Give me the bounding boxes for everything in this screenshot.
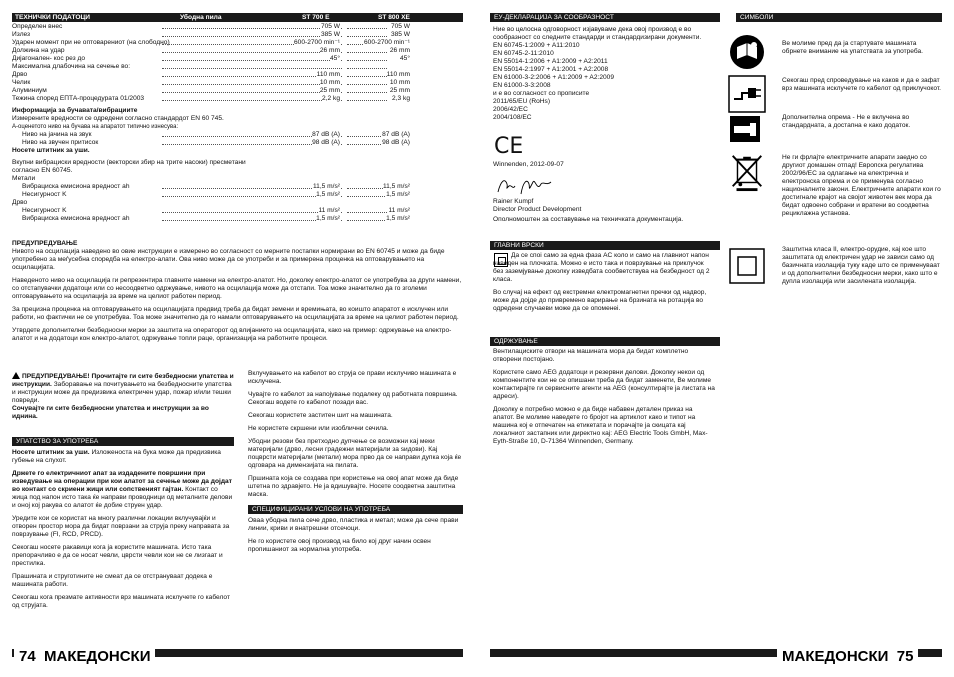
leader-dots xyxy=(347,100,387,101)
maintenance-paragraph-2: Користете само AEG додатоци и резервни делови. Доколку некои од компонентите кои не се опишани треба да бидат заменети, Ве молиме контактирајте ги сервисните агенти на AEG (консултирајте ја листата на адреси). xyxy=(493,369,715,400)
spec-row-value-1: 87 dB (A) xyxy=(312,131,340,138)
warning-paragraph-1: Нивото на осцилација наведено во овие инструкции е измерено во согласност со мерните постапки нормирани во EN 60745 и може да биде употребено за меѓусебна споредба на електро-алати. Ова ниво може да се употреби и за примерена проценка на оптоварувањето на осцилацијата. xyxy=(12,248,445,271)
signatory-name: Rainer Kumpf xyxy=(493,198,534,205)
spec-row-value-2: 26 mm xyxy=(389,47,410,54)
standards-list xyxy=(493,42,715,122)
read-manual-icon xyxy=(728,32,766,72)
col2-paragraph-5: Убодни резови без претходно дупчење се возможни кај меки материјали (дрво, лесни градежни материјали за ѕидови). Кај поцврсти материјали (метали) мора прво да се направи дупка која ќе одговара на димензијата на пилата. xyxy=(248,438,462,469)
usage-paragraph-4: Секогаш носете ракавици кога ја користите машината. Исто така препорачливо е да се носат чевли, цврсти чевли кои не се лизгаат и престилка. xyxy=(12,544,223,567)
spec-row-value-1: 385 W xyxy=(320,31,340,38)
technical-data-table xyxy=(12,13,463,223)
declaration-section xyxy=(493,26,715,122)
spec-row xyxy=(12,183,463,191)
spec-row xyxy=(12,79,463,87)
ce-mark-text: CE xyxy=(494,134,524,159)
ear-protection-note: Носете штитник за уши. xyxy=(12,147,90,154)
spec-row-value-2: 25 mm xyxy=(389,87,410,94)
spec-row-label: Несигурност K xyxy=(22,191,67,198)
warning-title: ПРЕДУПРЕДУВАЊЕ xyxy=(12,240,78,247)
spec-row-value-1: 2,2 kg xyxy=(322,95,340,102)
spec-row-value-1: 1,5 m/s² xyxy=(316,215,340,222)
standard-item: 2004/108/EC xyxy=(493,114,532,121)
spec-row-value-2: 10 mm xyxy=(389,79,410,86)
spec-row-value-2: 600-2700 min⁻¹ xyxy=(364,39,410,46)
noise-rows xyxy=(12,131,463,147)
spec-row-value-1: 1,5 m/s² xyxy=(316,191,340,198)
standard-item: EN 61000-3-2:2006 + A1:2009 + A2:2009 xyxy=(493,74,614,81)
declaration-place-date: Winnenden, 2012-09-07 xyxy=(493,161,564,168)
leader-dots xyxy=(162,52,342,53)
technical-data-header xyxy=(12,13,463,22)
warning-section xyxy=(12,240,463,348)
spec-row-label: Алуминиум xyxy=(12,87,47,94)
spec-row-label: Челик xyxy=(12,79,31,86)
spec-row-label: Ударен момент при не оптоварениот (на слободно) xyxy=(12,39,170,46)
symbol-text-unplug: Секогаш пред спроведување на каков и да е зафат врз машината исклучете го кабелот од приклучокот. xyxy=(782,77,941,92)
spec-row-value-2: 11 m/s² xyxy=(388,207,410,214)
symbol-text-manual: Ве молиме пред да ја стартувате машината обрнете внимание на упатствата за употреба. xyxy=(782,40,924,55)
leader-dots xyxy=(162,60,342,61)
maintenance-header: ОДРЖУВАЊЕ xyxy=(490,337,720,346)
caution-keep: Сочувајте ги сите безбедносни упатства и инструкции за во иднина. xyxy=(12,405,209,420)
spec-row xyxy=(12,47,463,55)
symbol-text-class-ii: Заштитна класа II, електро-орудие, кај кое што заштитата од електричен удар не зависи само од базичната изолација туку каде што се применуваат и од дополнителни безбедносни мерки, како што е дупла изолација или засилената изолација. xyxy=(782,246,940,285)
spec-row-label: Вибрациска емисиона вредност ah xyxy=(22,215,130,222)
leader-dots xyxy=(347,28,387,29)
usage-grip-bold: Држете го електричниот апат за издадените површини при изведување на операции при кои алатот за сечење може да дојдат во контакт со скриени жици или сопственият гајтан. xyxy=(12,470,232,493)
usage-ear-text: Изложеноста на бука може да предизвика губење на слухот. xyxy=(12,449,221,464)
leader-dots xyxy=(347,144,387,145)
caution-text: Заборавање на почитувањето на безбедносните упатства и инструкции може да предизвика електричен удар, пожар и/или тешки повреди. xyxy=(12,381,232,404)
spec-row-value-2: 2,3 kg xyxy=(392,95,410,102)
ce-mark xyxy=(494,135,523,159)
leader-dots xyxy=(162,84,342,85)
symbols-header: СИМБОЛИ xyxy=(736,13,942,22)
leader-dots xyxy=(162,196,342,197)
usage-continued xyxy=(248,370,463,504)
vibration-intro: Вкупни вибрациски вредности (векторски збир на трите насоки) пресметани согласно EN 60745. xyxy=(12,159,246,174)
declaration-intro: Ние во целосна одговорност изјавуваме дека овој производ е во сообразност со следните стандарди и стандардизирани документи. xyxy=(493,26,702,41)
wood-label: Дрво xyxy=(12,199,28,206)
caution-block xyxy=(12,372,234,421)
spec-row xyxy=(12,95,463,103)
leader-dots xyxy=(347,92,387,93)
signature-icon xyxy=(495,174,555,198)
language-label-right: МАКЕДОНСКИ xyxy=(782,648,889,665)
technical-data-title: ТЕХНИЧКИ ПОДАТОЦИ xyxy=(15,14,91,21)
symbol-text-accessory: Дополнителна опрема - Не е вклучена во стандардната, а достапна е како додаток. xyxy=(782,114,911,129)
warning-triangle-icon xyxy=(12,372,20,379)
leader-dots xyxy=(162,212,342,213)
metal-label: Метали xyxy=(12,175,36,182)
spec-row-label: Определен внес xyxy=(12,23,63,30)
spec-row-value-2: 98 dB (A) xyxy=(382,139,410,146)
warning-paragraph-3: За прецизна проценка на оптоварувањето на осцилацијата предвид треба да бидат земени и времињата, во коишто апаратот е исклучен или работи, но фактички не се употребува. Тоа може значително да го намали оптоварувањето на осцилацијата за време на целиот работен период. xyxy=(12,306,459,321)
spec-row xyxy=(12,39,463,47)
usage-section xyxy=(12,449,234,615)
leader-dots xyxy=(162,68,342,69)
col2-paragraph-1: Вклучувањето на кабелот во струја се прави исклучиво машината е исклучена. xyxy=(248,370,457,385)
spec-row-value-2: 1,5 m/s² xyxy=(386,191,410,198)
leader-dots xyxy=(347,52,387,53)
spec-row xyxy=(12,131,463,139)
spec-row-label: Вибрациска емисиона вредност ah xyxy=(22,183,130,190)
spec-row-value-2: 705 W xyxy=(390,23,410,30)
spec-row-value-2: 1,5 m/s² xyxy=(386,215,410,222)
spec-row xyxy=(12,63,463,71)
leader-dots xyxy=(162,76,342,77)
leader-dots xyxy=(347,196,387,197)
spec-row-label: Ниво на звучен притисок xyxy=(22,139,99,146)
symbol-text-weee: Не ги фрлајте електричните апарати заедно со другиот домашен отпад! Европска регулатива 2002/96/ЕС за одлагање на електрична и електронска опрема и се применува согласно националните закони. Електричните апарати кои го достигнале крајот на својот животен век мора да бидат одвоено собрани и вратени во соодветна рециклажна установа. xyxy=(782,154,941,217)
usage-section-header: УПАТСТВО ЗА УПОТРЕБА xyxy=(12,437,234,446)
spec-row xyxy=(12,191,463,199)
language-label-left: МАКЕДОНСКИ xyxy=(44,648,151,665)
spec-row-value-1: 25 mm xyxy=(319,87,340,94)
spec-row-value-1: 11,5 m/s² xyxy=(313,183,340,190)
spec-row xyxy=(12,215,463,223)
leader-dots xyxy=(347,188,387,189)
spec-row-label: Излез xyxy=(12,31,31,38)
usage-paragraph-3: Уредите кои се користат на многу различни локации вклучувајќи и отворен простор мора да бидат поврзани за струја преку направата за поврзување (FI, RCD, PRCD). xyxy=(12,515,230,538)
class-ii-icon xyxy=(728,246,766,286)
page-number-left: 74 xyxy=(19,648,36,665)
footer-left xyxy=(14,648,155,666)
standard-item: 2011/65/EU (RoHs) xyxy=(493,98,551,105)
spec-row-value-1: 26 mm xyxy=(319,47,340,54)
leader-dots xyxy=(347,84,387,85)
leader-dots xyxy=(162,100,342,101)
spec-row-value-1: 45° xyxy=(330,55,340,62)
metal-rows xyxy=(12,183,463,199)
weee-bin-icon xyxy=(728,152,766,192)
model-1: ST 700 E xyxy=(302,14,330,21)
conditions-paragraph-2: Не го користете овој производ на било кој друг начин освен пропишаниот за нормална употреба. xyxy=(248,538,431,553)
spec-row xyxy=(12,87,463,95)
declaration-section-header: ЕУ-ДЕКЛАРАЦИЈА ЗА СООБРАЗНОСТ xyxy=(490,13,720,22)
col2-paragraph-4: Не користете скршени или изоблични сечила. xyxy=(248,425,389,432)
conditions-section xyxy=(248,517,463,559)
noise-intro: Измерените вредности се одредени согласно стандардот EN 60 745. xyxy=(12,115,224,122)
standard-item: EN 55014-1:2006 + A1:2009 + A2:2011 xyxy=(493,58,608,65)
standard-item: EN 60745-1:2009 + A11:2010 xyxy=(493,42,580,49)
leader-dots xyxy=(347,68,387,69)
col2-paragraph-6: Пршината која се создава при користење на овој апат може да биде штетна по здравјето. Не ја вдишувајте. Носете соодветна заштитна маска. xyxy=(248,475,459,498)
caution-title: ПРЕДУПРЕДУВАЊЕ! Прочитајте ги сите безбедносни упатства и инструкции. xyxy=(12,373,234,388)
maintenance-paragraph-3: Доколку е потребно можно е да биде набавен детален приказ на апатот. Ве молиме наведете го бројот на артиклот како и типот на машина кој е отпечатен на етикетата и порачајте ја скицата кај локалниот застапник или директно кај: AEG Electric Tools GmbH, Max-Eyth-Straße 10, D-71364 Winnenden, Germany. xyxy=(493,406,708,445)
spec-row-label: Дијагонален- кос рез до xyxy=(12,55,86,62)
spec-row-value-2: 385 W xyxy=(390,31,410,38)
spec-row-value-2: 45° xyxy=(400,55,410,62)
conditions-section-header: СПЕЦИФИЦИРАНИ УСЛОВИ НА УПОТРЕБА xyxy=(248,505,463,514)
spec-row xyxy=(12,55,463,63)
maintenance-paragraph-1: Вентилациските отвори на машината мора да бидат комплетно отворени постојано. xyxy=(493,348,689,363)
leader-dots xyxy=(347,60,387,61)
spec-row-label: Несигурност K xyxy=(22,207,67,214)
spec-row xyxy=(12,71,463,79)
noise-a-weighted: A-оценетото ниво на бучава на апаратот типично изнесува: xyxy=(12,124,179,130)
product-type: Убодна пила xyxy=(180,14,222,21)
spec-row-value-1: 705 W xyxy=(320,23,340,30)
spec-row xyxy=(12,23,463,31)
spec-rows xyxy=(12,23,463,103)
usage-grip-text: Контакт со жица под напон исто така ќе направи проводници од металните делови и оној кој ракува со алатот ќе добие струен удар. xyxy=(12,486,233,509)
spec-row-label: Дрво xyxy=(12,71,28,78)
spec-row-label: Максимална длабочина на сечење во: xyxy=(12,63,131,70)
footer-right xyxy=(777,648,918,666)
leader-dots xyxy=(347,136,387,137)
noise-title: Информација за бучавата/вибрациите xyxy=(12,107,138,114)
spec-row-value-2: 110 mm xyxy=(386,71,410,78)
spec-row xyxy=(12,207,463,215)
col2-paragraph-3: Секогаш користете заститен шит на машината. xyxy=(248,412,393,419)
spec-row-value-1: 110 mm xyxy=(316,71,340,78)
leader-dots xyxy=(347,212,387,213)
warning-paragraph-4: Утврдете дополнителни безбедносни мерки за заштита на операторот од влијанието на осцилацијата, како на пример: одржување на електро-алатот и на додатоци кон електро-алатот, одржување топли раце, организација на работните процеси. xyxy=(12,327,452,342)
leader-dots xyxy=(162,28,342,29)
leader-dots xyxy=(347,220,387,221)
main-connection-paragraph-2: Во случај на ефект од екстремни електромагнетни пречки од надвор, може да дојде до привремено варирање на брзината на ротација во одредени случаеви може да се oпоменеi. xyxy=(493,289,707,312)
leader-dots xyxy=(162,92,342,93)
spec-row-value-1: 10 mm xyxy=(319,79,340,86)
spec-row xyxy=(12,139,463,147)
leader-dots xyxy=(347,36,387,37)
standard-item: EN 60745-2-11:2010 xyxy=(493,50,554,57)
spec-row-label: Тежина според ЕПТА-процедурата 01/2003 xyxy=(12,95,145,102)
standard-item: EN 55014-2:1997 + A1:2001 + A2:2008 xyxy=(493,66,609,73)
warning-paragraph-2: Наведеното ниво на осцилација ги репрезентира главните намени на електро-алатот. Но, доколку електро-алатот се употребува за други намени, со отстапувачки додатоци или со несоодветно одржување, нивото на осцилација може да отстапи. Тоа може значително да го зголеми оптоварувањето на осцилација за време на целиот работен период. xyxy=(12,277,462,300)
main-connection-header: ГЛАВНИ ВРСКИ xyxy=(490,241,720,250)
page-number-right: 75 xyxy=(896,648,914,665)
conditions-paragraph-1: Оваа убодна пила сече дрво, пластика и метал; може да сече прави линии, криви и внатрешни отсечоци. xyxy=(248,517,459,532)
wood-rows xyxy=(12,207,463,223)
authorized-documentation: Ополномоштен за составување на техничката документација. xyxy=(493,216,684,223)
leader-dots xyxy=(162,220,342,221)
spec-row-value-2: 11,5 m/s² xyxy=(383,183,410,190)
spec-row xyxy=(12,31,463,39)
signatory-role: Director Product Development xyxy=(493,206,582,213)
standard-item: 2006/42/EC xyxy=(493,106,528,113)
spec-row-value-1: 11 m/s² xyxy=(318,207,340,214)
main-connection-paragraph-1: Да се споi само за една фаза AC коло и само на главниот напон наведен на плочката. Можно е исто така и поврзување на приклучок без заземјување доколку изведбата сообветствува на безбедност од 2 класа. xyxy=(493,252,710,283)
spec-row-label: Ниво на јачина на звук xyxy=(22,131,92,138)
usage-ear-bold: Носете штитник за уши. xyxy=(12,449,90,456)
spec-row-label: Должина на удар xyxy=(12,47,65,54)
main-connection-section xyxy=(493,252,715,318)
usage-paragraph-6: Секогаш кога презмате активности врз машината исклучете го кабелот од струјата. xyxy=(12,594,230,609)
leader-dots xyxy=(347,76,387,77)
spec-row-value-2: 87 dB (A) xyxy=(382,131,410,138)
maintenance-section xyxy=(493,348,715,451)
accessory-icon xyxy=(728,114,762,144)
standard-item: и е во согласност со прописите xyxy=(493,90,590,97)
usage-paragraph-5: Прашината и струготините не смеат да се отстрануваат додека е машината работи. xyxy=(12,573,213,588)
leader-dots xyxy=(162,36,342,37)
col2-paragraph-2: Чувајте го кабелот за напојување подалеку од работната површина. Секогаш водете го кабелот позади вас. xyxy=(248,391,458,406)
standard-item: EN 61000-3-3:2008 xyxy=(493,82,551,89)
spec-row-value-1: 600-2700 min⁻¹ xyxy=(294,39,340,46)
spec-row-value-1: 98 dB (A) xyxy=(312,139,340,146)
unplug-icon xyxy=(728,74,766,114)
model-2: ST 800 XE xyxy=(378,14,410,21)
